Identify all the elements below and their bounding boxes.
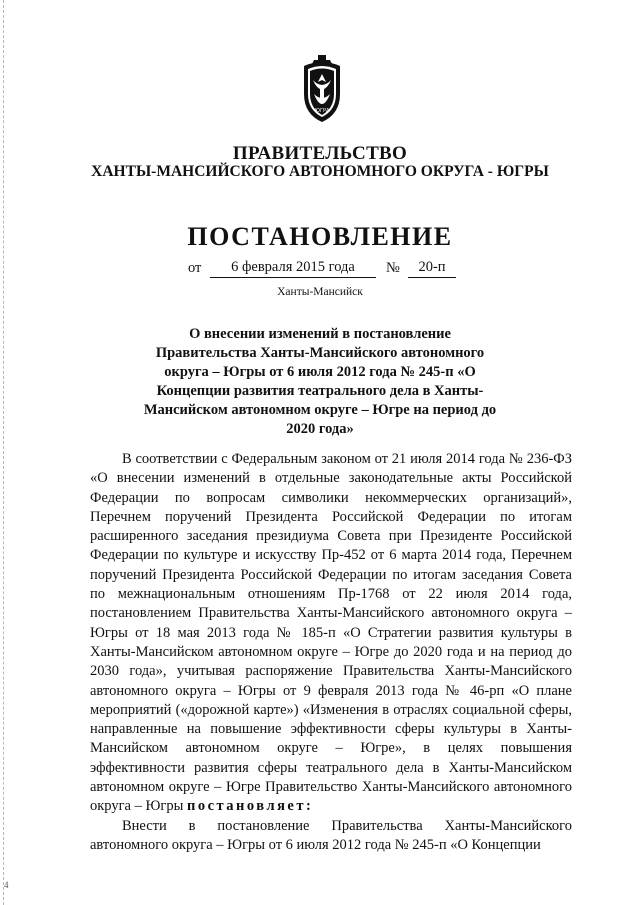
document-number: 20-п <box>408 259 456 278</box>
scan-edge <box>3 0 6 905</box>
document-heading: О внесении изменений в постановление Правительства Ханты-Мансийского автономного округа – Югры от 6 июля 2012 года № 245-п «О Концепции развития театрального дела в Ханты-Мансийском автономном округе – Югре на период до 2020 года» <box>143 326 497 437</box>
date-number-line <box>0 259 640 281</box>
government-subtitle: ХАНТЫ-МАНСИЙСКОГО АВТОНОМНОГО ОКРУГА - ЮГРЫ <box>91 163 549 180</box>
body-paragraph-1 <box>90 450 572 817</box>
emblem-caption: ЮГРА <box>314 108 330 114</box>
document-date: 6 февраля 2015 года <box>210 259 376 278</box>
document-type: ПОСТАНОВЛЕНИЕ <box>187 222 453 251</box>
coat-of-arms-emblem <box>298 54 346 124</box>
government-title: ПРАВИТЕЛЬСТВО <box>232 143 408 164</box>
number-prefix: № <box>386 260 400 276</box>
date-prefix: от <box>188 260 202 276</box>
resolves-keyword: постановляет: <box>186 798 314 815</box>
body-paragraph-2: Внести в постановление Правительства Ханты-Мансийского автономного округа – Югры от 6 июля 2012 года № 245-п «О Концепции <box>90 818 572 854</box>
paragraph-1-text: В соответствии с Федеральным законом от 21 июля 2014 года № 236-ФЗ «О внесении изменений в отдельные законодательные акты Российской Федерации по вопросам символики некоммерческих организаций», Перечнем поручений Президента Российской Федерации по итогам расширенного заседания президиума Совета при Президенте Российской Федерации по культуре и искусству Пр-452 от 6 марта 2014 года, Перечнем поручений Президента Российской Федерации по итогам заседания Совета по межнациональным отношениям Пр-1768 от 22 июля 2014 года, постановлением Правительства Ханты-Мансийского автономного округа – Югры от 18 мая 2013 года № 185-п «О Стратегии развития культуры в Ханты-Мансийском автономном округе – Югре до 2020 года и на период до 2030 года», учитывая распоряжение Правительства Ханты-Мансийского автономного округа – Югры от 9 февраля 2013 года № 46-рп «О плане мероприятий («дорожной карте») «Изменения в отраслях социальной сферы, направленные на повышение эффективности сферы культуры в Ханты-Мансийском автономном округе – Югре», в целях повышения эффективности развития сферы театрального дела в Ханты-Мансийском автономном округе – Югре Правительство Ханты-Мансийского автономного округа – Югры <box>90 451 572 815</box>
document-city: Ханты-Мансийск <box>277 286 363 298</box>
page-number: 4 <box>4 880 9 890</box>
